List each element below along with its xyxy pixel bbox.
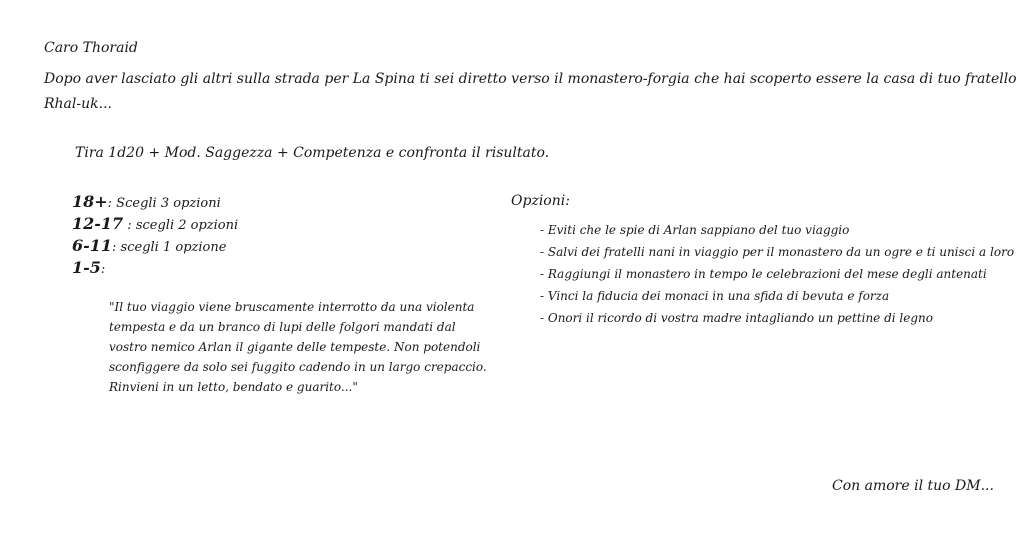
result-range: 1-5 — [72, 258, 101, 277]
option-item: - Vinci la fiducia dei monaci in una sfida di bevuta e forza — [540, 289, 890, 303]
quote-line: tempesta e da un branco di lupi delle folgori mandati dal — [109, 320, 456, 334]
result-range: 12-17 — [72, 214, 124, 233]
option-item: - Eviti che le spie di Arlan sappiano del tuo viaggio — [540, 223, 850, 237]
quote-line: "Il tuo viaggio viene bruscamente interrotto da una violenta — [109, 300, 475, 314]
intro-line: Rhal-uk... — [44, 96, 112, 112]
options-list — [540, 219, 1014, 329]
result-text: : scegli 1 opzione — [112, 240, 227, 255]
options-title: Opzioni: — [511, 193, 570, 209]
quote-line: sconfiggere da solo sei fuggito cadendo in un largo crepaccio. — [109, 360, 487, 374]
result-row — [72, 213, 238, 235]
greeting: Caro Thoraid — [44, 40, 138, 56]
intro-paragraph — [44, 67, 1017, 117]
result-text: : — [100, 262, 106, 277]
option-item: - Raggiungi il monastero in tempo le celebrazioni del mese degli antenati — [540, 267, 987, 281]
option-item: - Salvi dei fratelli nani in viaggio per il monastero da un ogre e ti unisci a loro — [540, 245, 1015, 259]
result-range: 18+ — [72, 192, 108, 211]
result-row — [72, 235, 238, 257]
signoff: Con amore il tuo DM... — [832, 478, 994, 494]
result-text: : Scegli 3 opzioni — [107, 196, 221, 211]
intro-line: Dopo aver lasciato gli altri sulla strada per La Spina ti sei diretto verso il monastero-forgia che hai scoperto essere la casa di tuo fratello — [44, 71, 1017, 87]
result-row — [72, 191, 238, 213]
quote-line: Rinvieni in un letto, bendato e guarito..." — [109, 380, 358, 394]
result-text: : scegli 2 opzioni — [123, 218, 239, 233]
result-row — [72, 257, 238, 279]
results-table — [72, 191, 238, 279]
narrative-quote — [109, 297, 487, 397]
result-range: 6-11 — [72, 236, 113, 255]
roll-instruction: Tira 1d20 + Mod. Saggezza + Competenza e confronta il risultato. — [75, 145, 550, 161]
quote-line: vostro nemico Arlan il gigante delle tempeste. Non potendoli — [109, 340, 481, 354]
option-item: - Onori il ricordo di vostra madre intagliando un pettine di legno — [540, 311, 933, 325]
